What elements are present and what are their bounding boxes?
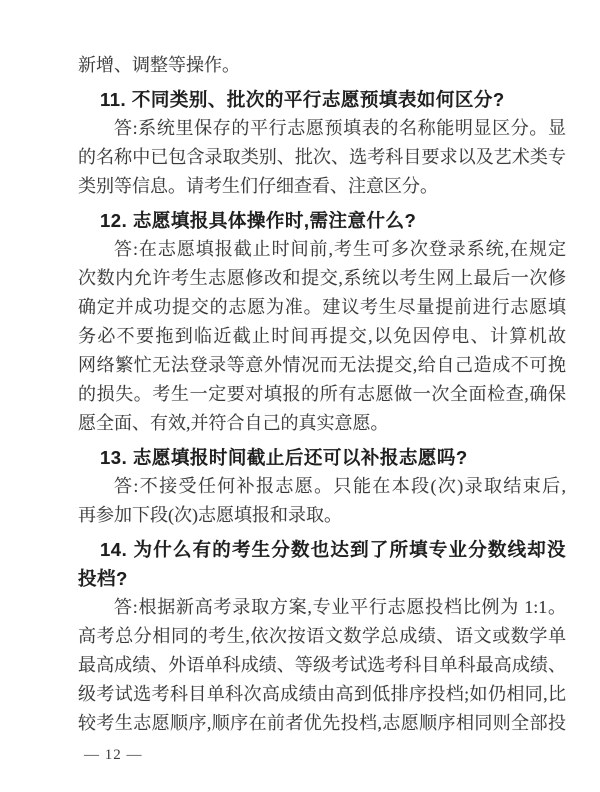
answer-text-line: 答:在志愿填报截止时间前,考生可多次登录系统,在规定 [114, 239, 566, 259]
answer-text-line: 确定并成功提交的志愿为准。建议考生尽量提前进行志愿填 [78, 297, 566, 317]
answer-text-line: 愿全面、有效,并符合自己的真实意愿。 [78, 413, 389, 433]
answer-text-line: 高考总分相同的考生,依次按语文数学总成绩、语文或数学单 [78, 626, 566, 646]
answer-text-line: 较考生志愿顺序,顺序在前者优先投档,志愿顺序相同则全部投 [78, 713, 566, 733]
answer-text-line: 次数内允许考生志愿修改和提交,系统以考生网上最后一次修 [78, 268, 566, 288]
answer-text-line: 务必不要拖到临近截止时间再提交,以免因停电、计算机故 [78, 326, 566, 346]
answer-text-line: 答:不接受任何补报志愿。只能在本段(次)录取结束后, [114, 476, 566, 496]
answer-text-line: 答:根据新高考录取方案,专业平行志愿投档比例为 1:1。 [114, 597, 566, 617]
answer-text-line: 的损失。考生一定要对填报的所有志愿做一次全面检查,确保 [78, 384, 566, 404]
answer-text-line: 最高成绩、外语单科成绩、等级考试选考科目单科最高成绩、 [78, 655, 566, 675]
answer-text-line: 级考试选考科目单科次高成绩由高到低排序投档;如仍相同,比 [78, 684, 566, 704]
answer-text-line: 类别等信息。请考生们仔细查看、注意区分。 [78, 176, 438, 196]
body-text-line: 新增、调整等操作。 [78, 55, 240, 75]
question-14-heading: 14. 为什么有的考生分数也达到了所填专业分数线却没 [100, 539, 566, 560]
answer-text-line: 再参加下段(次)志愿填报和录取。 [78, 505, 342, 525]
document-text-block [78, 51, 566, 738]
answer-text-line: 的名称中已包含录取类别、批次、选考科目要求以及艺术类专 [78, 147, 566, 167]
question-13-heading: 13. 志愿填报时间截止后还可以补报志愿吗? [100, 447, 468, 468]
answer-text-line: 答:系统里保存的平行志愿预填表的名称能明显区分。显 [114, 118, 566, 138]
question-14-heading-wrap: 投档? [78, 568, 128, 589]
page-number: — 12 — [84, 747, 143, 763]
question-12-heading: 12. 志愿填报具体操作时,需注意什么? [100, 210, 417, 231]
question-11-heading: 11. 不同类别、批次的平行志愿预填表如何区分? [100, 89, 505, 110]
answer-text-line: 网络繁忙无法登录等意外情况而无法提交,给自己造成不可挽 [78, 355, 566, 375]
